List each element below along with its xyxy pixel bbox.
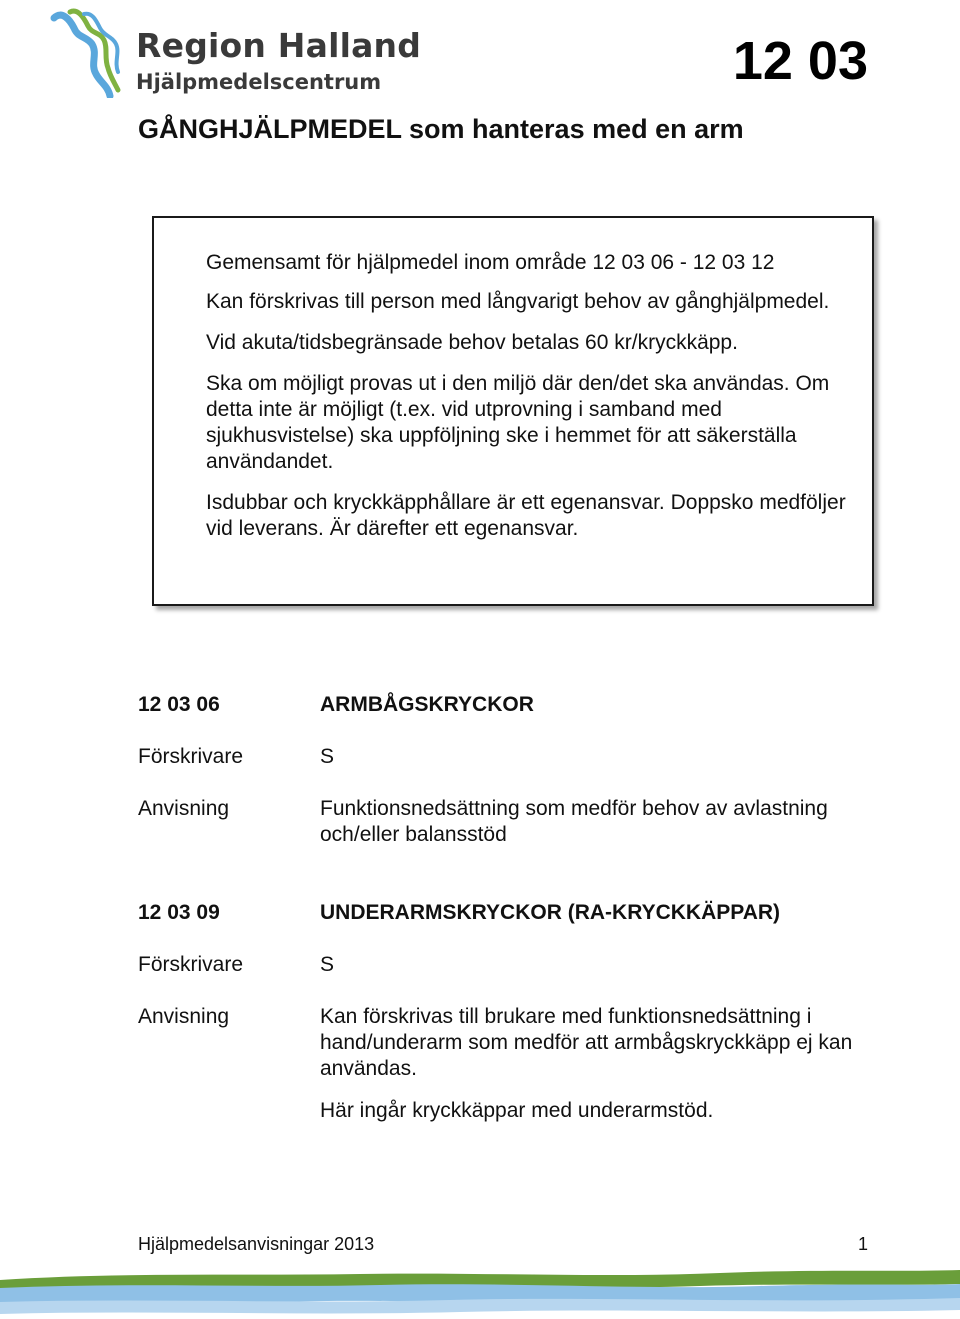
- info-paragraph: Vid akuta/tidsbegränsade behov betalas 60 kr/kryckkäpp.: [206, 331, 738, 354]
- info-paragraph: Ska om möjligt provas ut i den miljö där den/det ska användas. Om detta inte är möjligt (t.ex. vid utprovning i samband med sjukhusvistelse) ska uppföljning ske i hemmet för att säkerställa användandet.: [206, 372, 830, 473]
- chapter-code: 12 03: [732, 31, 868, 91]
- common-info-box: [152, 216, 874, 606]
- common-info-content: [206, 250, 856, 557]
- section-title: UNDERARMSKRYCKOR (RA-KRYCKKÄPPAR): [320, 901, 781, 924]
- logo-name: Region Halland: [136, 26, 422, 65]
- footer-document-name: Hjälpmedelsanvisningar 2013: [138, 1234, 375, 1254]
- info-paragraph: Kan förskrivas till person med långvarigt behov av gånghjälpmedel.: [206, 290, 830, 313]
- info-paragraph: Isdubbar och kryckkäpphållare är ett egenansvar. Doppsko medföljer vid leverans. Är därefter ett egenansvar.: [206, 491, 846, 540]
- instruction-text: [320, 1004, 890, 1140]
- prescriber-value: S: [320, 745, 335, 768]
- instruction-label: Anvisning: [138, 797, 230, 820]
- footer-wave-decoration-icon: [0, 1258, 960, 1319]
- page-title: GÅNGHJÄLPMEDEL som hanteras med en arm: [138, 114, 744, 144]
- prescriber-value: S: [320, 953, 335, 976]
- river-emblem-icon: [48, 6, 138, 98]
- prescriber-label: Förskrivare: [138, 953, 244, 976]
- section-code: 12 03 09: [138, 901, 220, 924]
- footer-page-number: 1: [857, 1234, 868, 1254]
- region-halland-logo: [48, 6, 422, 98]
- prescriber-label: Förskrivare: [138, 745, 244, 768]
- instruction-paragraph: Funktionsnedsättning som medför behov av avlastning och/eller balansstöd: [320, 797, 828, 846]
- logo-subname: Hjälpmedelscentrum: [136, 70, 382, 94]
- info-heading: Gemensamt för hjälpmedel inom område 12 03 06 - 12 03 12: [206, 251, 775, 274]
- instruction-paragraph: Kan förskrivas till brukare med funktionsnedsättning i hand/underarm som medför att armbågskryckkäpp ej kan användas.: [320, 1005, 853, 1080]
- instruction-paragraph: Här ingår kryckkäppar med underarmstöd.: [320, 1099, 714, 1122]
- instruction-label: Anvisning: [138, 1005, 230, 1028]
- section-code: 12 03 06: [138, 693, 220, 716]
- section-title: ARMBÅGSKRYCKOR: [320, 693, 534, 716]
- instruction-text: [320, 796, 890, 864]
